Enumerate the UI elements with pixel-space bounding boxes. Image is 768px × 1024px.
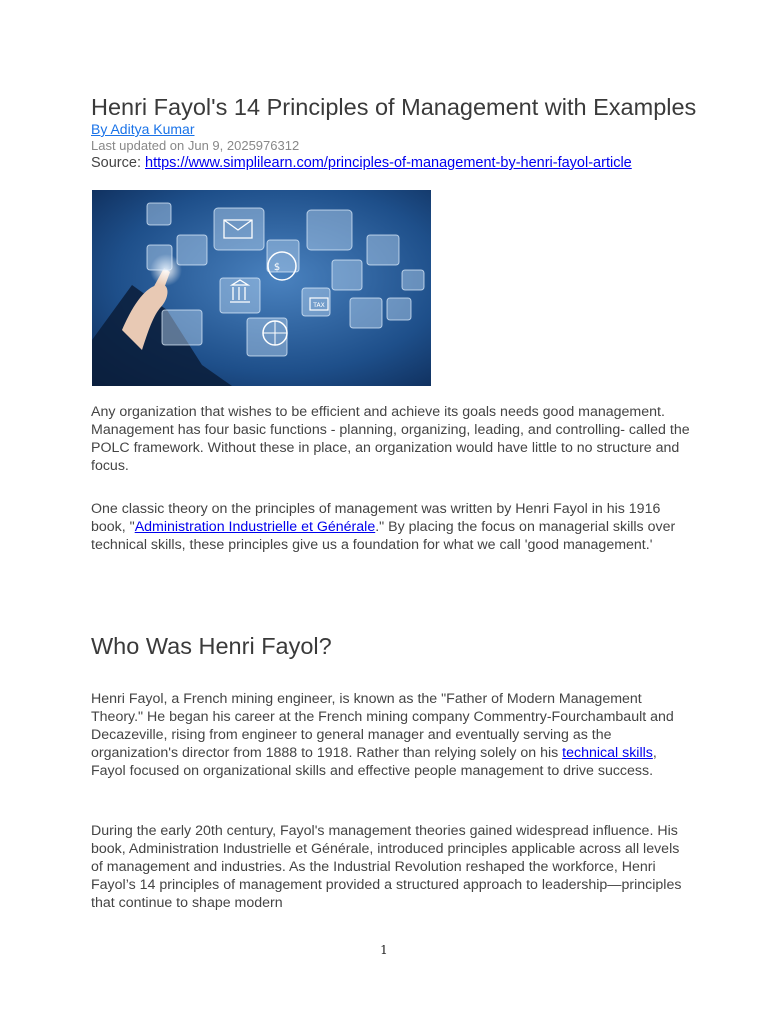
- page-number: 1: [380, 943, 388, 957]
- last-updated: Last updated on Jun 9, 2025976312: [91, 138, 300, 153]
- intro-paragraph: Any organization that wishes to be efficient and achieve its goals needs good management. Management has four basic functions - planning, organizing, leading, and controlling- called the POLC framework. Without these in place, an organization would have little to no structure and focus.: [91, 404, 690, 474]
- section-heading: Who Was Henri Fayol?: [91, 633, 332, 659]
- bio-paragraph: Henri Fayol, a French mining engineer, is known as the "Father of Modern Management Theory." He began his career at the French mining company Commentry-Fourchambault and Decazeville, rising from engineer to general manager and eventually serving as the organization's director from 1888 to 1918. Rather than relying solely on his technical skills, Fayol focused on organizational skills and effective people management to drive success.: [91, 691, 674, 779]
- classic-theory-paragraph: One classic theory on the principles of management was written by Henri Fayol in his 1916 book, "Administration Industrielle et Générale." By placing the focus on managerial skills over technical skills, these principles give us a foundation for what we call 'good management.': [91, 501, 676, 553]
- dollar-tile-label: $: [273, 262, 281, 273]
- article-title: Henri Fayol's 14 Principles of Management with Examples: [91, 94, 697, 120]
- hero-image: [92, 190, 431, 386]
- influence-paragraph: During the early 20th century, Fayol's management theories gained widespread influence. His book, Administration Industrielle et Générale, introduced principles applicable across all levels of management and industries. As the Industrial Revolution reshaped the workforce, Henri Fayol’s 14 principles of management provided a structured approach to leadership—principles that continue to shape modern: [91, 823, 682, 911]
- book-link[interactable]: Administration Industrielle et Générale: [134, 519, 376, 535]
- source-link[interactable]: https://www.simplilearn.com/principles-of-management-by-henri-fayol-article: [145, 155, 632, 171]
- source-line: [91, 154, 632, 172]
- tax-tile-label: TAX: [313, 302, 325, 309]
- author-link[interactable]: By Aditya Kumar: [91, 121, 195, 137]
- technical-skills-link[interactable]: technical skills: [562, 745, 653, 761]
- source-label: Source:: [91, 155, 145, 171]
